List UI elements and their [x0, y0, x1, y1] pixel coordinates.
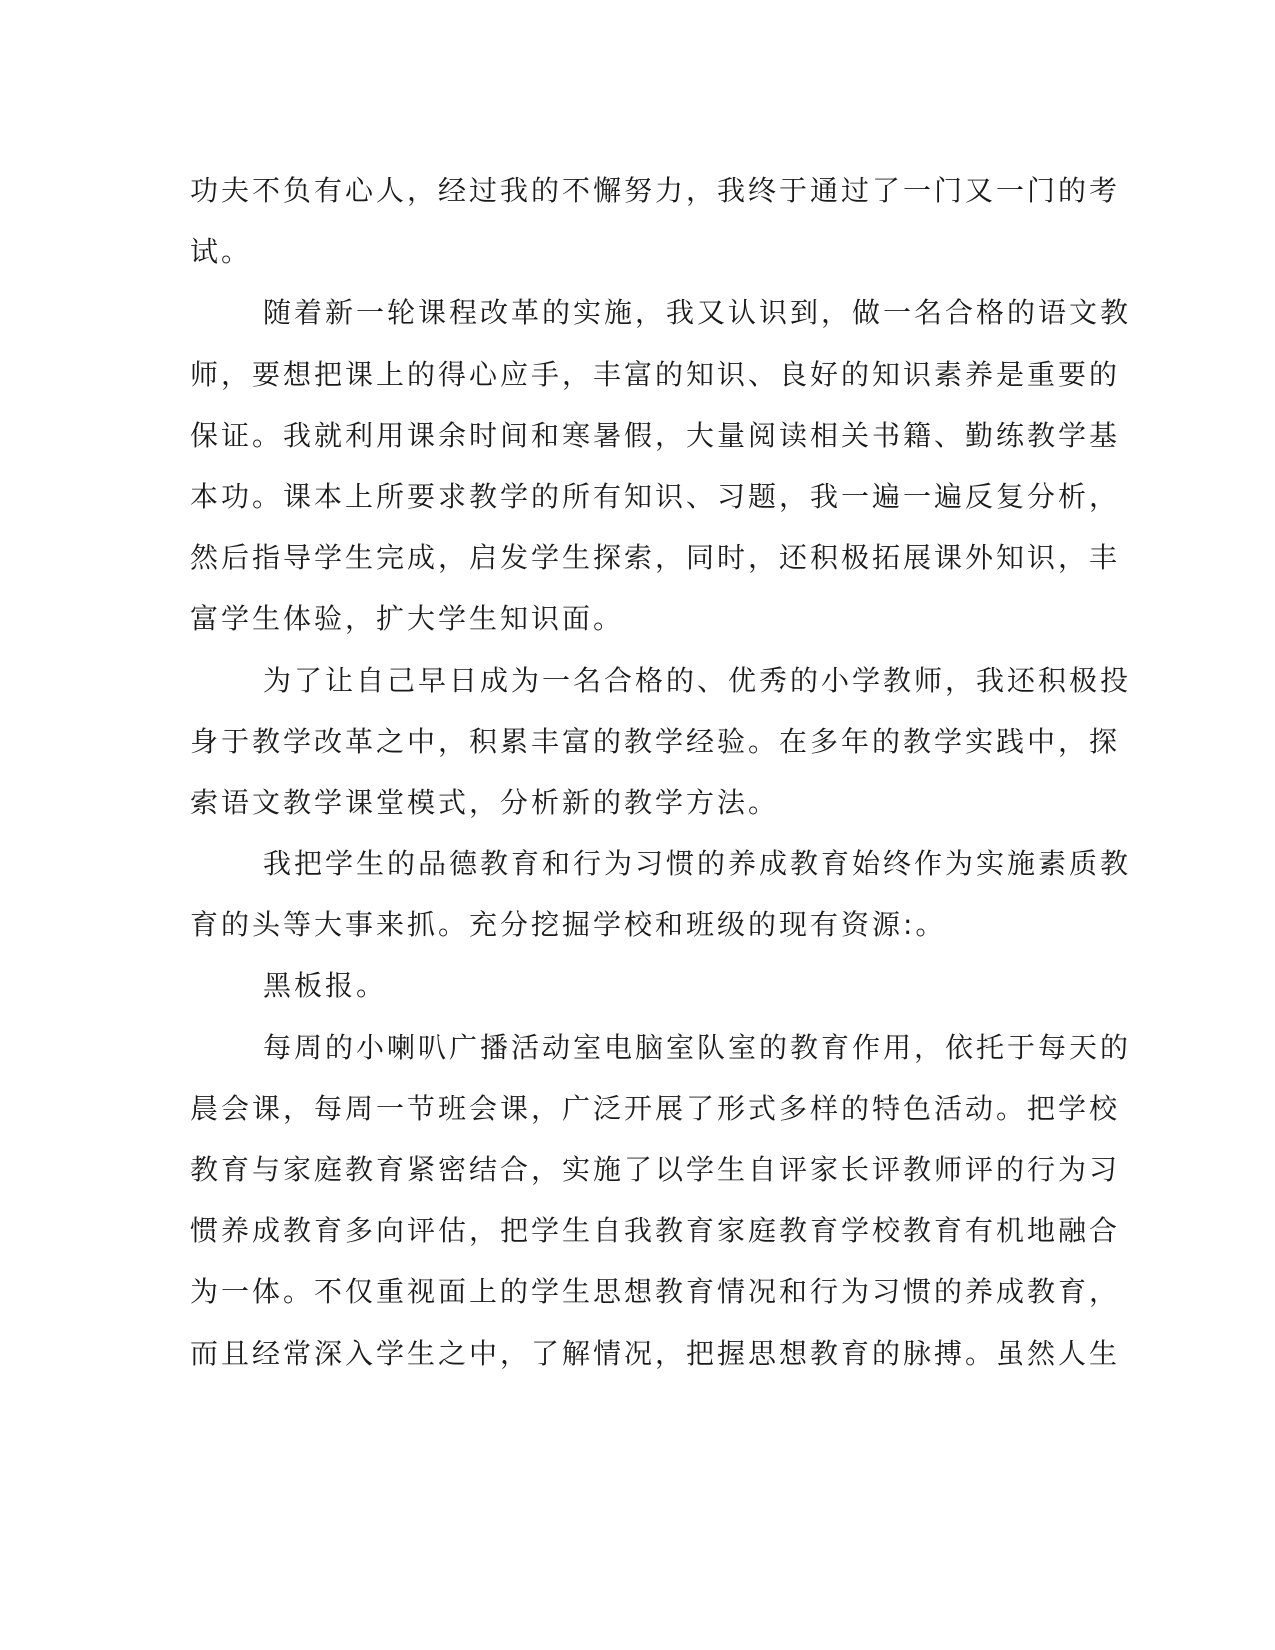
paragraph-start-line: 每周的小喇叭广播活动室电脑室队室的教育作用，依托于每天的 [263, 1030, 1132, 1064]
text-line: 试。 [190, 235, 253, 269]
paragraph-start-line: 随着新一轮课程改革的实施，我又认识到，做一名合格的语文教 [263, 296, 1132, 330]
paragraph-start-line: 我把学生的品德教育和行为习惯的养成教育始终作为实施素质教 [263, 847, 1132, 881]
text-line: 身于教学改革之中，积累丰富的教学经验。在多年的教学实践中，探 [190, 724, 1121, 758]
text-line: 师，要想把课上的得心应手，丰富的知识、良好的知识素养是重要的 [190, 357, 1121, 391]
text-line: 惯养成教育多向评估，把学生自我教育家庭教育学校教育有机地融合 [190, 1214, 1121, 1248]
paragraph-start-line: 黑板报。 [263, 969, 388, 1003]
text-line: 然后指导学生完成，启发学生探索，同时，还积极拓展课外知识，丰 [190, 541, 1121, 575]
text-line: 晨会课，每周一节班会课，广泛开展了形式多样的特色活动。把学校 [190, 1091, 1121, 1125]
paragraph-start-line: 为了让自己早日成为一名合格的、优秀的小学教师，我还积极投 [263, 663, 1132, 697]
text-line: 保证。我就利用课余时间和寒暑假，大量阅读相关书籍、勤练教学基 [190, 418, 1121, 452]
text-line: 本功。课本上所要求教学的所有知识、习题，我一遍一遍反复分析， [190, 479, 1121, 513]
text-line: 育的头等大事来抓。充分挖掘学校和班级的现有资源:。 [190, 908, 947, 942]
text-line: 为一体。不仅重视面上的学生思想教育情况和行为习惯的养成教育， [190, 1275, 1121, 1309]
text-line: 功夫不负有心人，经过我的不懈努力，我终于通过了一门又一门的考 [190, 174, 1121, 207]
text-line: 索语文教学课堂模式，分析新的教学方法。 [190, 785, 780, 819]
body-text [190, 160, 1132, 1384]
text-line: 富学生体验，扩大学生知识面。 [190, 602, 625, 636]
text-line: 而且经常深入学生之中，了解情况，把握思想教育的脉搏。虽然人生 [190, 1336, 1121, 1370]
text-line: 教育与家庭教育紧密结合，实施了以学生自评家长评教师评的行为习 [190, 1153, 1121, 1186]
